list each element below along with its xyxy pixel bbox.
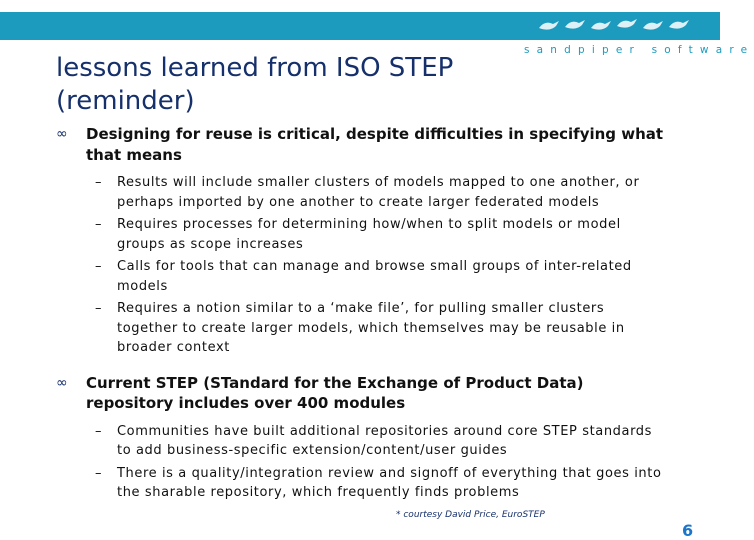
sub-bullet-item <box>56 215 666 254</box>
sub-bullet-item <box>56 422 666 461</box>
dash-marker: – <box>95 465 103 481</box>
sub-bullet-text: Communities have built additional repositories around core STEP standards to add business-specific extension/content/user guides <box>117 423 653 458</box>
bullet-item <box>56 373 666 414</box>
bullet-item <box>56 124 666 165</box>
sub-bullet-text: There is a quality/integration review and signoff of everything that goes into the sharable repository, which frequently finds problems <box>117 465 662 500</box>
slide-content <box>56 124 666 506</box>
dash-marker: – <box>95 301 103 316</box>
infinity-bullet-icon: ∞ <box>56 126 68 142</box>
dash-marker: – <box>95 175 103 190</box>
sandpiper-birds-logo <box>535 14 695 36</box>
page-number: 6 <box>682 521 694 540</box>
dash-marker: – <box>95 423 103 439</box>
courtesy-note: * courtesy David Price, EuroSTEP <box>396 510 545 520</box>
bullet-text: Designing for reuse is critical, despite difficulties in specifying what that means <box>86 125 664 164</box>
title-line-1: lessons learned from ISO STEP <box>56 53 454 83</box>
sub-bullet-item <box>56 173 666 212</box>
sub-bullet-text: Requires a notion similar to a ‘make file’, for pulling smaller clusters together to create larger models, which themselves may be reusable in broader context <box>117 301 625 355</box>
dash-marker: – <box>95 259 103 274</box>
sub-bullet-list <box>56 422 666 503</box>
sub-bullet-item <box>56 299 666 358</box>
brand-wordmark: sandpiper software <box>524 44 754 56</box>
slide-title <box>56 52 496 118</box>
sub-bullet-item <box>56 257 666 296</box>
sub-bullet-text: Results will include smaller clusters of models mapped to one another, or perhaps imported by one another to create larger federated models <box>117 175 640 210</box>
sub-bullet-item <box>56 464 666 503</box>
infinity-bullet-icon: ∞ <box>56 374 68 391</box>
bullet-text: Current STEP (STandard for the Exchange of Product Data) repository includes over 400 modules <box>86 373 584 412</box>
sub-bullet-text: Requires processes for determining how/when to split models or model groups as scope increases <box>117 217 621 252</box>
sub-bullet-text: Calls for tools that can manage and browse small groups of inter-related models <box>117 259 632 294</box>
sub-bullet-list <box>56 173 666 358</box>
dash-marker: – <box>95 217 103 232</box>
title-line-2: (reminder) <box>56 86 195 116</box>
